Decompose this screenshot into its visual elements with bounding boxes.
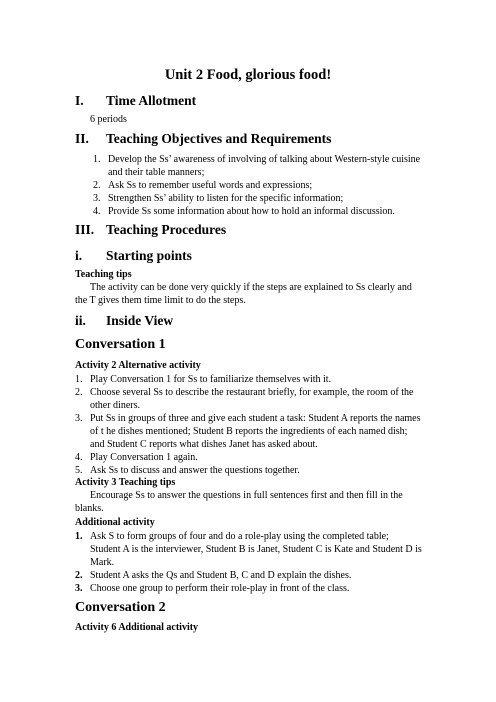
- additional-activity-list: [75, 530, 421, 595]
- subsection-inside-view-heading: [75, 313, 375, 329]
- list-item: 5. Ask Ss to discuss and answer the questions together.: [75, 465, 300, 476]
- list-item: 4. Provide Ss some information about how to hold an informal discussion.: [93, 206, 395, 217]
- list-item: 3. Choose one group to perform their role-play in front of the class.: [75, 583, 350, 594]
- section-number: II.: [75, 131, 89, 146]
- list-item: 4. Play Conversation 1 again.: [75, 452, 198, 463]
- list-item-continuation: other diners.: [90, 400, 140, 411]
- list-item: 2. Ask Ss to remember useful words and expressions;: [93, 180, 313, 191]
- teaching-tips-line: The activity can be done very quickly if the steps are explained to Ss clearly and: [90, 282, 412, 293]
- document-title: Unit 2 Food, glorious food!: [164, 67, 332, 83]
- activity-2-list: [75, 373, 421, 477]
- teaching-tips-label: Teaching tips: [75, 269, 132, 280]
- section-title: Teaching Objectives and Requirements: [106, 131, 332, 146]
- conversation-1-heading: Conversation 1: [75, 337, 166, 352]
- activity-3-line: blanks.: [75, 503, 104, 514]
- list-item: 1. Develop the Ss’ awareness of involving of talking about Western-style cuisine: [93, 154, 421, 165]
- activity-3-line: Encourage Ss to answer the questions in full sentences first and then fill in the: [90, 490, 403, 501]
- list-item: 1. Play Conversation 1 for Ss to familiarize themselves with it.: [75, 374, 332, 385]
- section-objectives-heading: [75, 131, 395, 147]
- activity-2-label: Activity 2 Alternative activity: [75, 360, 201, 371]
- section-number: I.: [75, 93, 84, 108]
- time-allotment-value: 6 periods: [90, 114, 127, 125]
- conversation-2-heading: Conversation 2: [75, 600, 166, 615]
- teaching-tips-line: the T gives them time limit to do the steps.: [75, 295, 246, 306]
- activity-6-label: Activity 6 Additional activity: [75, 622, 199, 633]
- section-title: Teaching Procedures: [106, 222, 227, 237]
- section-number: III.: [75, 222, 95, 237]
- section-time-allotment-heading: [75, 93, 375, 109]
- subsection-number: i.: [75, 248, 83, 263]
- list-item: 2. Student A asks the Qs and Student B, C and D explain the dishes.: [75, 570, 352, 581]
- subsection-title: Starting points: [106, 248, 192, 263]
- activity-3-label: Activity 3 Teaching tips: [75, 477, 176, 488]
- section-procedures-heading: [75, 222, 375, 238]
- list-item: 3. Put Ss in groups of three and give each student a task: Student A reports the names: [75, 413, 421, 424]
- list-item: 1. Ask S to form groups of four and do a role-play using the completed table;: [75, 531, 389, 542]
- subsection-starting-points-heading: [75, 248, 375, 264]
- list-item-continuation: Mark.: [90, 557, 115, 568]
- list-item: 2. Choose several Ss to describe the restaurant briefly, for example, the room of the: [75, 387, 414, 398]
- list-item-continuation: and their table manners;: [108, 167, 205, 178]
- list-item-continuation: and Student C reports what dishes Janet has asked about.: [90, 439, 318, 450]
- subsection-number: ii.: [75, 313, 86, 328]
- additional-activity-label: Additional activity: [75, 517, 155, 528]
- list-item-continuation: of t he dishes mentioned; Student B reports the ingredients of each named dish;: [90, 426, 408, 437]
- list-item: 3. Strengthen Ss’ ability to listen for the specific information;: [93, 193, 344, 204]
- section-title: Time Allotment: [106, 93, 197, 108]
- subsection-title: Inside View: [106, 313, 174, 328]
- list-item-continuation: Student A is the interviewer, Student B is Janet, Student C is Kate and Student D is: [90, 544, 422, 555]
- objectives-list: [93, 153, 423, 218]
